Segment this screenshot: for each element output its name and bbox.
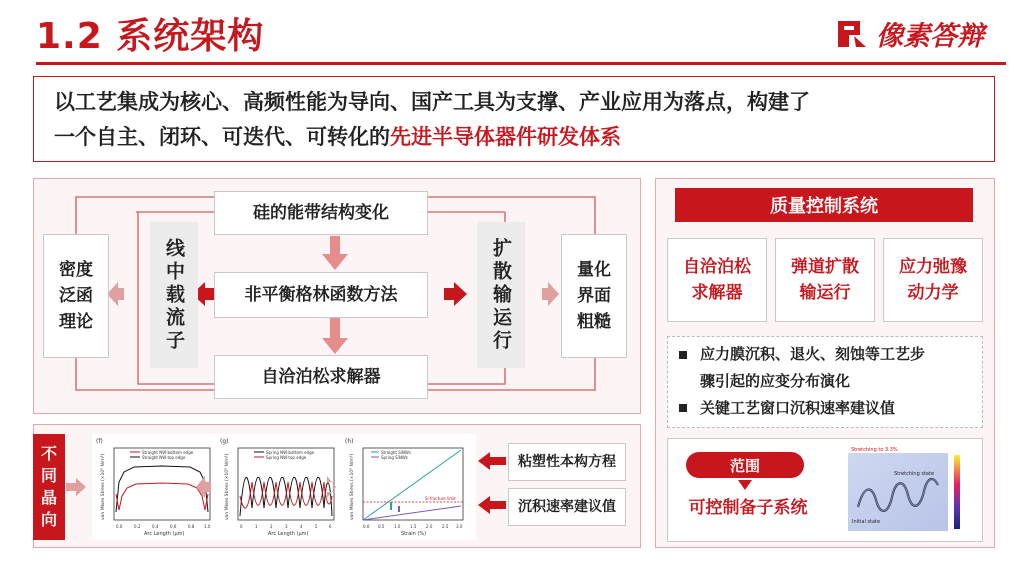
dft-line-3: 理论 (59, 312, 93, 332)
plot-g-ylabel: von Mises Stress (×10⁸ N/m²) (225, 453, 230, 520)
plot-h-xtick-5: 2.0 (426, 524, 433, 529)
orientation-char-2: 同 (40, 466, 57, 485)
plot-h-xtick-7: 3.0 (456, 524, 463, 529)
subsystem-label: 可控制备子系统 (688, 498, 808, 518)
plot-g-xtick-6: 5 (315, 524, 318, 529)
module-poisson-line-1: 自洽泊松 (683, 257, 751, 277)
roughness-line-3: 粗糙 (577, 312, 611, 332)
dft-line-2: 泛函 (59, 286, 93, 306)
logo-text: 像素答辩 (876, 21, 984, 52)
plot-h-tag: (h) (345, 438, 354, 445)
strain-image-label: Stretching to 3.3% (851, 447, 898, 453)
plot-g-legend-2: Spring NW-top edge (266, 455, 307, 460)
plot-f-xtick-5: 0.8 (188, 524, 195, 529)
module-ballistic-line-1: 弹道扩散 (791, 257, 859, 277)
dft-line-1: 密度 (59, 260, 93, 280)
viscoplastic-equation-box: 粘塑性本构方程 (508, 443, 626, 481)
band-structure-box: 硅的能带结构变化 (214, 191, 428, 235)
module-stress-line-1: 应力弛豫 (899, 257, 967, 277)
plot-f-tag: (f) (96, 438, 103, 445)
plot-h-xtick-3: 1.0 (394, 524, 401, 529)
orientation-char-3: 晶 (40, 488, 57, 507)
plot-h-legend-1: Straight SiNWs (381, 450, 411, 455)
bullet-2: 关键工艺窗口沉积速率建议值 (700, 399, 896, 417)
intro-line-2-prefix: 一个自主、闭环、可迭代、可转化的 (54, 125, 390, 149)
plot-g-xtick-2: 1 (255, 524, 258, 529)
roughness-line-2: 界面 (577, 286, 611, 306)
plot-g-xtick-4: 3 (285, 524, 288, 529)
deposition-rate-box: 沉积速率建议值 (508, 488, 626, 526)
roughness-line-1: 量化 (577, 260, 611, 280)
plot-g-legend-1: Spring NW-bottom edge (266, 450, 315, 455)
quality-title: 质量控制系统 (675, 188, 973, 222)
intro-line-1: 以工艺集成为核心、高频性能为导向、国产工具为支撑、产业应用为落点，构建了 (54, 90, 810, 114)
module-ballistic-line-2: 输运行 (799, 283, 851, 303)
plot-f-ylabel: von Mises Stress (×10⁸ N/m²) (101, 453, 106, 520)
module-stress-line-2: 动力学 (907, 283, 959, 303)
strain-image-state2: Stretching state (894, 471, 935, 477)
plot-f-xtick-3: 0.4 (152, 524, 159, 529)
carrier-label: 线中载流子 (163, 237, 185, 353)
plot-g-xlabel: Arc Length (μm) (268, 531, 309, 537)
plot-h-xtick-1: 0.0 (363, 524, 370, 529)
diffusion-transport-label: 扩散输运行 (490, 237, 512, 353)
plot-f-xtick-1: 0.0 (116, 524, 123, 529)
plot-h-xtick-6: 2.5 (442, 524, 449, 529)
plot-g-tag: (g) (220, 438, 229, 445)
plot-h-ylabel: von Mises Stress (×10⁸ N/m²) (350, 453, 355, 520)
module-poisson-line-2: 求解器 (691, 283, 743, 303)
scope-badge: 范围 (686, 452, 804, 478)
plot-h-xtick-4: 1.5 (410, 524, 417, 529)
plot-g-xtick-3: 2 (270, 524, 273, 529)
poisson-solver-box: 自洽泊松求解器 (214, 355, 428, 399)
plot-f-legend-2: Straight NW-top edge (142, 455, 186, 460)
plot-f-xtick-2: 0.2 (134, 524, 141, 529)
bullet-1-line-1: 应力膜沉积、退火、刻蚀等工艺步 (700, 345, 926, 363)
plot-g-xtick-7: 6 (329, 524, 332, 529)
plot-h-annotation: Si fracture limit (425, 496, 456, 501)
plot-g-xtick-1: 0 (240, 524, 243, 529)
plot-h-legend-2: Spring SiNWs (381, 455, 408, 460)
page-title: 1.2 系统架构 (36, 16, 265, 57)
orientation-char-1: 不 (40, 444, 57, 463)
plot-f-xlabel: Arc Length (μm) (144, 531, 185, 537)
plot-h-xtick-2: 0.5 (378, 524, 385, 529)
orientation-char-4: 向 (40, 510, 57, 529)
plot-f-legend-1: Straight NW-bottom edge (142, 450, 194, 455)
plot-f-xtick-6: 1.0 (204, 524, 211, 529)
plot-f-xtick-4: 0.6 (170, 524, 177, 529)
negf-method-box: 非平衡格林函数方法 (214, 272, 428, 318)
plot-g-xtick-5: 4 (300, 524, 303, 529)
plot-h-xlabel: Strain (%) (401, 531, 427, 537)
strain-image-state1: Initial state (852, 519, 881, 525)
bullet-1-line-2: 骤引起的应变分布演化 (700, 372, 851, 390)
intro-highlight: 先进半导体器件研发体系 (390, 125, 621, 149)
